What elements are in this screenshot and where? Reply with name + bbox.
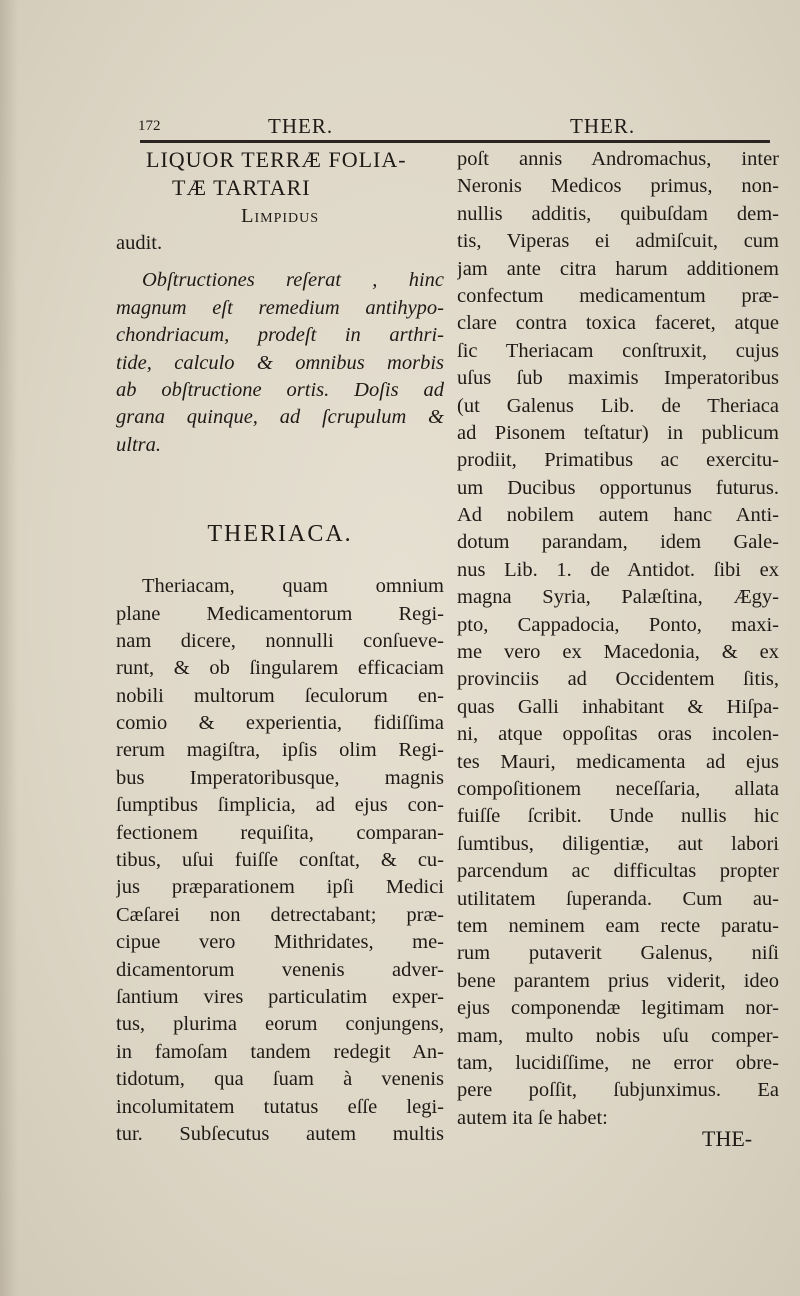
text-line: Cæſarei non detrectabant; præ-: [116, 903, 444, 926]
text-line: ſumtibus, diligentiæ, aut labori: [457, 832, 779, 855]
text-line: dicamentorum venenis adver-: [116, 958, 444, 981]
text-line: prodiit, Primatibus ac exercitu-: [457, 449, 779, 472]
right-column: [457, 146, 779, 1132]
entry-subtitle: Limpidus: [240, 205, 320, 227]
text-line: bene parantem prius viderit, ideo: [457, 969, 779, 992]
text-line: confectum medicamentum præ-: [457, 284, 779, 307]
text-line: rerum magiſtra, ipſis olim Regi-: [116, 739, 444, 762]
text-line: dotum parandam, idem Gale-: [457, 531, 779, 554]
running-head-right: THER.: [570, 114, 636, 138]
page-header: [138, 112, 770, 142]
text-line: nam dicere, nonnulli conſueve-: [116, 629, 444, 652]
text-line: cipue vero Mithridates, me-: [116, 931, 444, 954]
text-line: nullis additis, quibuſdam dem-: [457, 202, 779, 225]
text-line: bus Imperatoribusque, magnis: [116, 766, 444, 789]
text-line: autem ita ſe habet:: [457, 1106, 608, 1129]
text-line: magna Syria, Palæſtina, Ægy-: [457, 586, 779, 609]
text-line: utilitatem ſuperanda. Cum au-: [457, 887, 779, 910]
text-line: rum putaverit Galenus, niſi: [457, 942, 779, 965]
text-line: uſus ſub maximis Imperatoribus: [457, 367, 779, 390]
text-line: incolumitatem tutatus eſſe legi-: [116, 1095, 444, 1118]
text-line: fectionem requiſita, comparan-: [116, 821, 444, 844]
text-line: me vero ex Macedonia, & ex: [457, 641, 779, 664]
catchword: THE-: [702, 1126, 753, 1151]
section-title: THERIACA.: [207, 521, 353, 548]
text-line: ſic Theriacam conſtruxit, cujus: [457, 339, 779, 362]
text-line: audit.: [116, 232, 163, 254]
text-line: in famoſam tandem redegit An-: [116, 1040, 444, 1063]
text-line: pto, Cappadocia, Ponto, maxi-: [457, 613, 779, 636]
text-line: provinciis ad Occidentem ſitis,: [457, 668, 779, 691]
italic-line: ab obſtructione ortis. Doſis ad: [116, 378, 444, 401]
text-line: tibus, uſui fuiſſe conſtat, & cu-: [116, 849, 444, 872]
text-line: (ut Galenus Lib. de Theriaca: [457, 394, 779, 417]
page-number: 172: [138, 118, 161, 134]
text-line: nus Lib. 1. de Antidot. ſibi ex: [457, 558, 779, 581]
text-line: ni, atque oppoſitas oras incolen-: [457, 723, 779, 746]
text-line: ad Pisonem teſtatur) in publicum: [457, 421, 779, 444]
text-line: nobili multorum ſeculorum en-: [116, 684, 444, 707]
text-line: tus, plurima eorum conjungens,: [116, 1013, 444, 1036]
text-line: runt, & ob ſingularem efficaciam: [116, 657, 444, 680]
text-line: poſt annis Andromachus, inter: [457, 148, 779, 170]
text-line: tam, lucidiſſime, ne error obre-: [457, 1051, 779, 1074]
italic-line: Obſtructiones reſerat , hinc: [142, 269, 444, 292]
italic-line: grana quinque, ad ſcrupulum &: [116, 406, 444, 429]
text-line: plane Medicamentorum Regi-: [116, 602, 444, 625]
italic-line: chondriacum, prodeſt in arthri-: [116, 324, 444, 347]
text-line: mam, multo nobis uſu comper-: [457, 1024, 779, 1047]
text-line: compoſitionem neceſſaria, allata: [457, 777, 779, 800]
text-line: Ad nobilem autem hanc Anti-: [457, 504, 779, 527]
text-line: tis, Viperas ei admiſcuit, cum: [457, 230, 779, 253]
text-line: Neronis Medicos primus, non-: [457, 175, 779, 198]
italic-line: magnum eſt remedium antihypo-: [116, 296, 444, 319]
running-head-left: THER.: [268, 114, 334, 138]
text-line: tidotum, qua ſuam à venenis: [116, 1068, 444, 1091]
text-line: parcendum ac difficultas propter: [457, 860, 779, 883]
text-line: comio & experientia, fidiſſima: [116, 712, 444, 735]
left-column: [116, 146, 444, 1148]
text-line: Theriacam, quam omnium: [142, 575, 444, 598]
text-line: fuiſſe ſcribit. Unde nullis hic: [457, 805, 779, 828]
text-line: tem neminem eam recte paratu-: [457, 914, 779, 937]
text-line: tur. Subſecutus autem multis: [116, 1122, 444, 1145]
text-line: quas Galli inhabitant & Hiſpa-: [457, 695, 779, 718]
text-line: jus præparationem ipſi Medici: [116, 876, 444, 899]
entry-title-line-2: TÆ TARTARI: [172, 175, 311, 200]
text-line: tes Mauri, medicamenta ad ejus: [457, 750, 779, 773]
text-line: um Ducibus opportunus futurus.: [457, 476, 779, 499]
text-line: jam ante citra harum additionem: [457, 257, 779, 280]
text-line: pere poſſit, ſubjunximus. Ea: [457, 1079, 779, 1102]
entry-title-line-1: LIQUOR TERRÆ FOLIA-: [146, 147, 407, 172]
text-line: ſantium vires particulatim exper-: [116, 985, 444, 1008]
italic-line: tide, calculo & omnibus morbis: [116, 351, 444, 374]
text-line: ejus componendæ legitimam nor-: [457, 997, 779, 1020]
text-line: ſumptibus ſimplicia, ad ejus con-: [116, 794, 444, 817]
header-rule: [140, 140, 770, 143]
text-line: clare contra toxica faceret, atque: [457, 312, 779, 335]
page-gutter-shadow: [0, 0, 18, 1296]
italic-line: ultra.: [116, 433, 161, 456]
